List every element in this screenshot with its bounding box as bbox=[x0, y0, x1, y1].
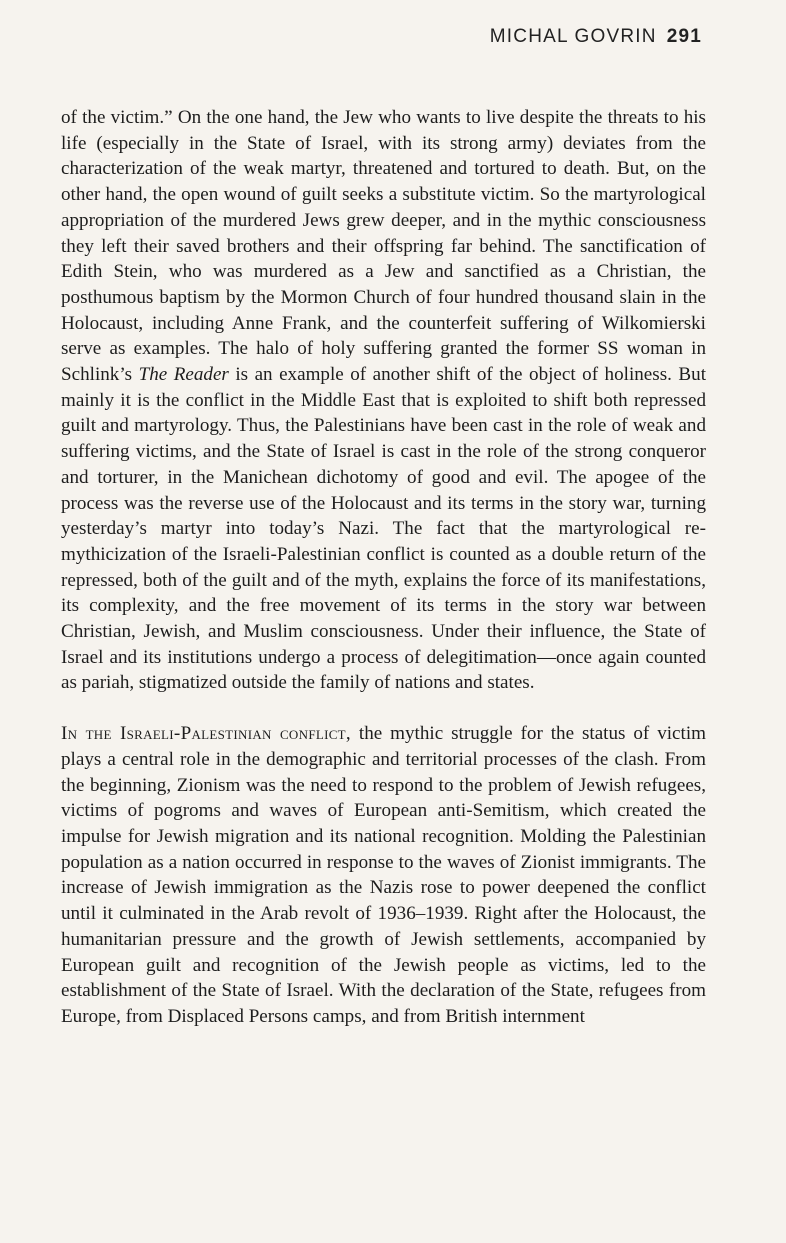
body-text bbox=[61, 105, 706, 1030]
page-number: 291 bbox=[666, 26, 702, 47]
paragraph-2 bbox=[61, 721, 706, 1029]
paragraph-1-text-2: is an example of another shift of the object of holiness. But mainly it is the conflict in the Middle East that is exploited to shift both repressed guilt and martyrology. Thus, the Palestinians have been cast in the role of weak and suffering victims, and the State of Israel is cast in the role of the strong conqueror and torturer, in the Manichean dichotomy of good and evil. The apogee of the process was the reverse use of the Holocaust and its terms in the story war, turning yesterday’s martyr into today’s Nazi. The fact that the martyrological re-mythicization of the Israeli-Palestinian conflict is counted as a double return of the repressed, both of the guilt and of the myth, explains the force of its manifestations, its complexity, and the free movement of its terms in the story war between Christian, Jewish, and Muslim consciousness. Under their influence, the State of Israel and its institutions undergo a process of delegitimation—once again counted as pariah, stigmatized outside the family of nations and states. bbox=[61, 364, 706, 694]
running-head-author: MICHAL GOVRIN bbox=[489, 26, 657, 47]
paragraph-2-text: the mythic struggle for the status of victim plays a central role in the demographic and territorial processes of the clash. From the beginning, Zionism was the need to respond to the problem of Jewish refugees, victims of pogroms and waves of European anti-Semitism, which created the impulse for Jewish migration and its national recognition. Molding the Palestinian population as a nation occurred in response to the waves of Zionist immigrants. The increase of Jewish immigration as the Nazis rose to power deepened the conflict until it culminated in the Arab revolt of 1936–1939. Right after the Holocaust, the humanitarian pressure and the growth of Jewish settlements, accompanied by European guilt and recognition of the Jewish people as victims, led to the establishment of the State of Israel. With the declaration of the State, refugees from Europe, from Displaced Persons camps, and from British internment bbox=[61, 723, 706, 1027]
paragraph-1 bbox=[61, 105, 706, 696]
book-title-italic: The Reader bbox=[138, 364, 229, 386]
running-head bbox=[490, 26, 702, 48]
paragraph-1-text-1: of the victim.” On the one hand, the Jew who wants to live despite the threats to his life (especially in the State of Israel, with its strong army) deviates from the characterization of the weak martyr, threatened and tortured to death. But, on the other hand, the open wound of guilt seeks a substitute victim. So the martyrological appropriation of the murdered Jews grew deeper, and in the mythic consciousness they left their saved brothers and their offspring far behind. The sanctification of Edith Stein, who was murdered as a Jew and sanctified as a Christian, the posthumous baptism by the Mormon Church of four hundred thousand slain in the Holocaust, including Anne Frank, and the counterfeit suffering of Wilkomierski serve as examples. The halo of holy suffering granted the former SS woman in Schlink’s bbox=[61, 107, 706, 386]
section-lead-in: In the Israeli-Palestinian conflict, bbox=[61, 723, 351, 745]
